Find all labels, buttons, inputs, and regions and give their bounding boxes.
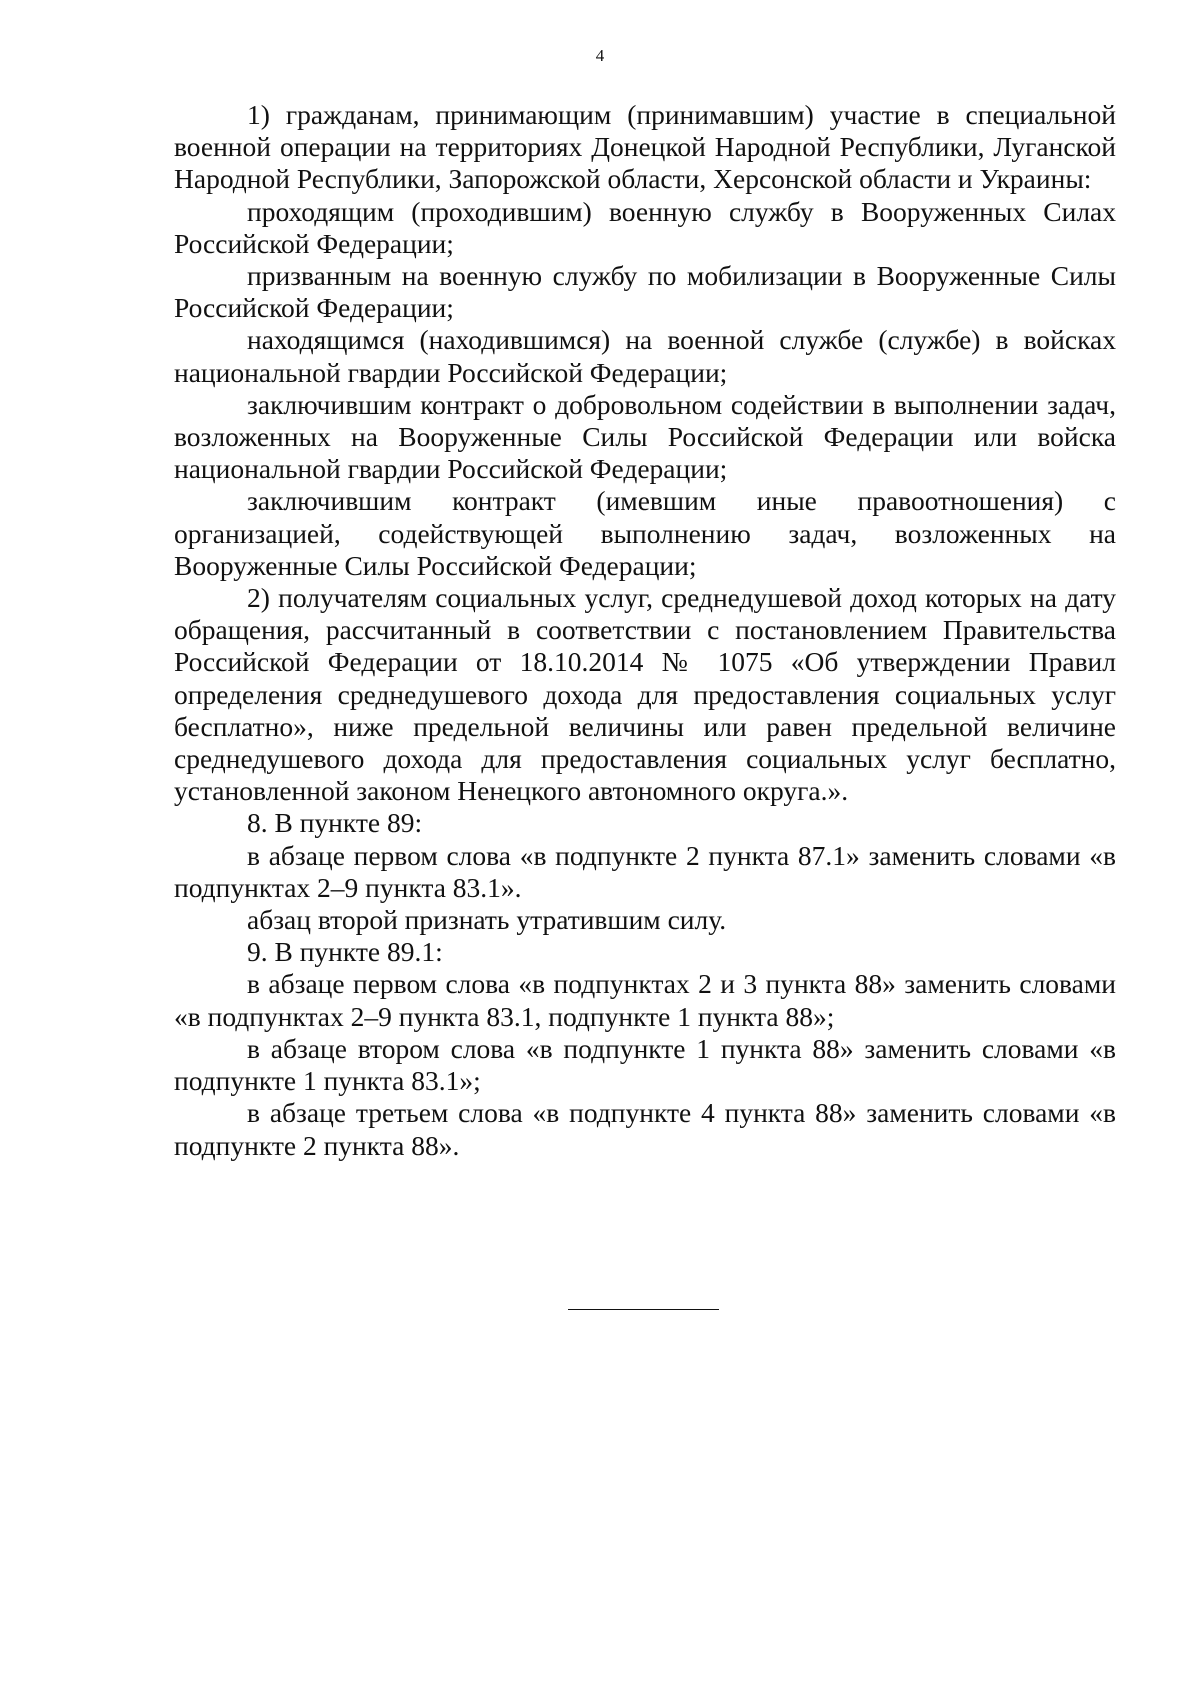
section-8-heading: 8. В пункте 89: xyxy=(247,807,423,839)
section-8-amendment-2: абзац второй признать утратившим силу. xyxy=(247,904,727,936)
paragraph-item-2: 2) получателям социальных услуг, среднедушевой доход которых на дату обращения, рассчитанный в соответствии с постановлением Правительства Российской Федерации от 18.10.2014 № 1075 «Об утверждении Правил определения среднедушевого дохода для предоставления социальных услуг бесплатно», ниже предельной величины или равен предельной величине среднедушевого дохода для предоставления социальных услуг бесплатно, установленной законом Ненецкого автономного округа.». xyxy=(174,582,1116,807)
paragraph-item-1-sub-3: находящимся (находившимся) на военной службе (службе) в войсках национальной гвардии Российской Федерации; xyxy=(174,324,1116,388)
paragraph-item-1: 1) гражданам, принимающим (принимавшим) участие в специальной военной операции на территориях Донецкой Народной Республики, Луганской Народной Республики, Запорожской области, Херсонской области и Украины: xyxy=(174,99,1116,195)
paragraph-item-1-sub-5: заключившим контракт (имевшим иные правоотношения) с организацией, содействующей выполнению задач, возложенных на Вооруженные Силы Российской Федерации; xyxy=(174,485,1116,581)
end-divider xyxy=(568,1309,719,1310)
section-9-amendment-2: в абзаце втором слова «в подпункте 1 пункта 88» заменить словами «в подпункте 1 пункта 83.1»; xyxy=(174,1032,1116,1097)
document-body xyxy=(174,99,1116,1162)
section-9-amendment-3: в абзаце третьем слова «в подпункте 4 пункта 88» заменить словами «в подпункте 2 пункта 88». xyxy=(174,1097,1116,1161)
section-9-heading: 9. В пункте 89.1: xyxy=(247,936,443,968)
section-9-amendment-1: в абзаце первом слова «в подпунктах 2 и 3 пункта 88» заменить словами «в подпунктах 2–9 пункта 83.1, подпункте 1 пункта 88»; xyxy=(174,968,1116,1032)
section-8-amendment-1: в абзаце первом слова «в подпункте 2 пункта 87.1» заменить словами «в подпунктах 2–9 пункта 83.1». xyxy=(174,839,1116,903)
paragraph-item-1-sub-4: заключившим контракт о добровольном содействии в выполнении задач, возложенных на Вооруженные Силы Российской Федерации или войска национальной гвардии Российской Федерации; xyxy=(174,388,1116,485)
page-number: 4 xyxy=(595,46,605,65)
paragraph-item-1-sub-2: призванным на военную службу по мобилизации в Вооруженные Силы Российской Федерации; xyxy=(174,260,1116,324)
paragraph-item-1-sub-1: проходящим (проходившим) военную службу в Вооруженных Силах Российской Федерации; xyxy=(174,195,1116,259)
